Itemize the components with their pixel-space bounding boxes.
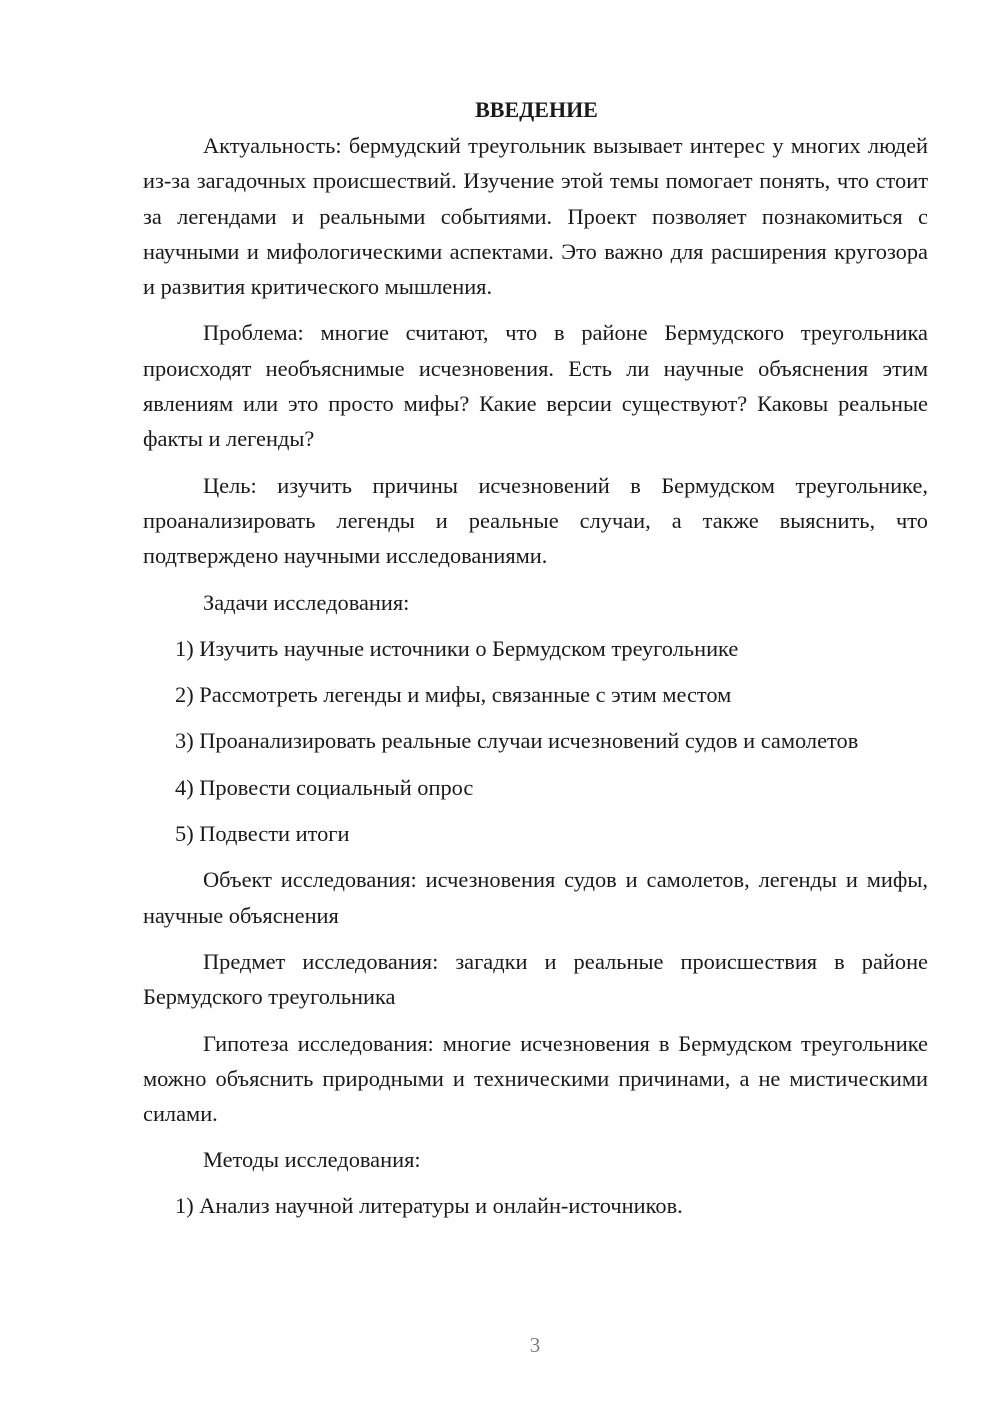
goal-paragraph: Цель: изучить причины исчезновений в Бермудском треугольнике, проанализировать легенды и реальные случаи, а также выяснить, что подтверждено научными исследованиями.	[143, 472, 928, 569]
object-paragraph: Объект исследования: исчезновения судов и самолетов, легенды и мифы, научные объяснения	[143, 867, 928, 928]
problem-paragraph: Проблема: многие считают, что в районе Бермудского треугольника происходят необъяснимые исчезновения. Есть ли научные объяснения этим явлениям или это просто мифы? Какие версии существуют? Каковы реальные факты и легенды?	[143, 320, 928, 452]
relevance-paragraph: Актуальность: бермудский треугольник вызывает интерес у многих людей из-за загадочных происшествий. Изучение этой темы помогает понять, что стоит за легендами и реальными событиями. Проект позволяет познакомиться с научными и мифологическими аспектами. Это важно для расширения кругозора и развития критического мышления.	[143, 133, 928, 300]
methods-heading: Методы исследования:	[203, 1147, 421, 1173]
section-title: ВВЕДЕНИЕ	[475, 97, 598, 122]
hypothesis-paragraph: Гипотеза исследования: многие исчезновения в Бермудском треугольнике можно объяснить природными и техническими причинами, а не мистическими силами.	[143, 1030, 928, 1127]
task-item: 5) Подвести итоги	[175, 821, 350, 847]
subject-paragraph: Предмет исследования: загадки и реальные происшествия в районе Бермудского треугольника	[143, 948, 928, 1010]
method-item: 1) Анализ научной литературы и онлайн-источников.	[175, 1192, 683, 1218]
tasks-heading: Задачи исследования:	[203, 589, 410, 615]
task-item: 4) Провести социальный опрос	[175, 774, 474, 800]
task-item: 1) Изучить научные источники о Бермудском треугольнике	[175, 635, 739, 661]
task-item: 3) Проанализировать реальные случаи исчезновений судов и самолетов	[175, 728, 859, 754]
page-number: 3	[529, 1333, 541, 1357]
task-item: 2) Рассмотреть легенды и мифы, связанные с этим местом	[175, 682, 732, 708]
document-page	[143, 95, 928, 1223]
